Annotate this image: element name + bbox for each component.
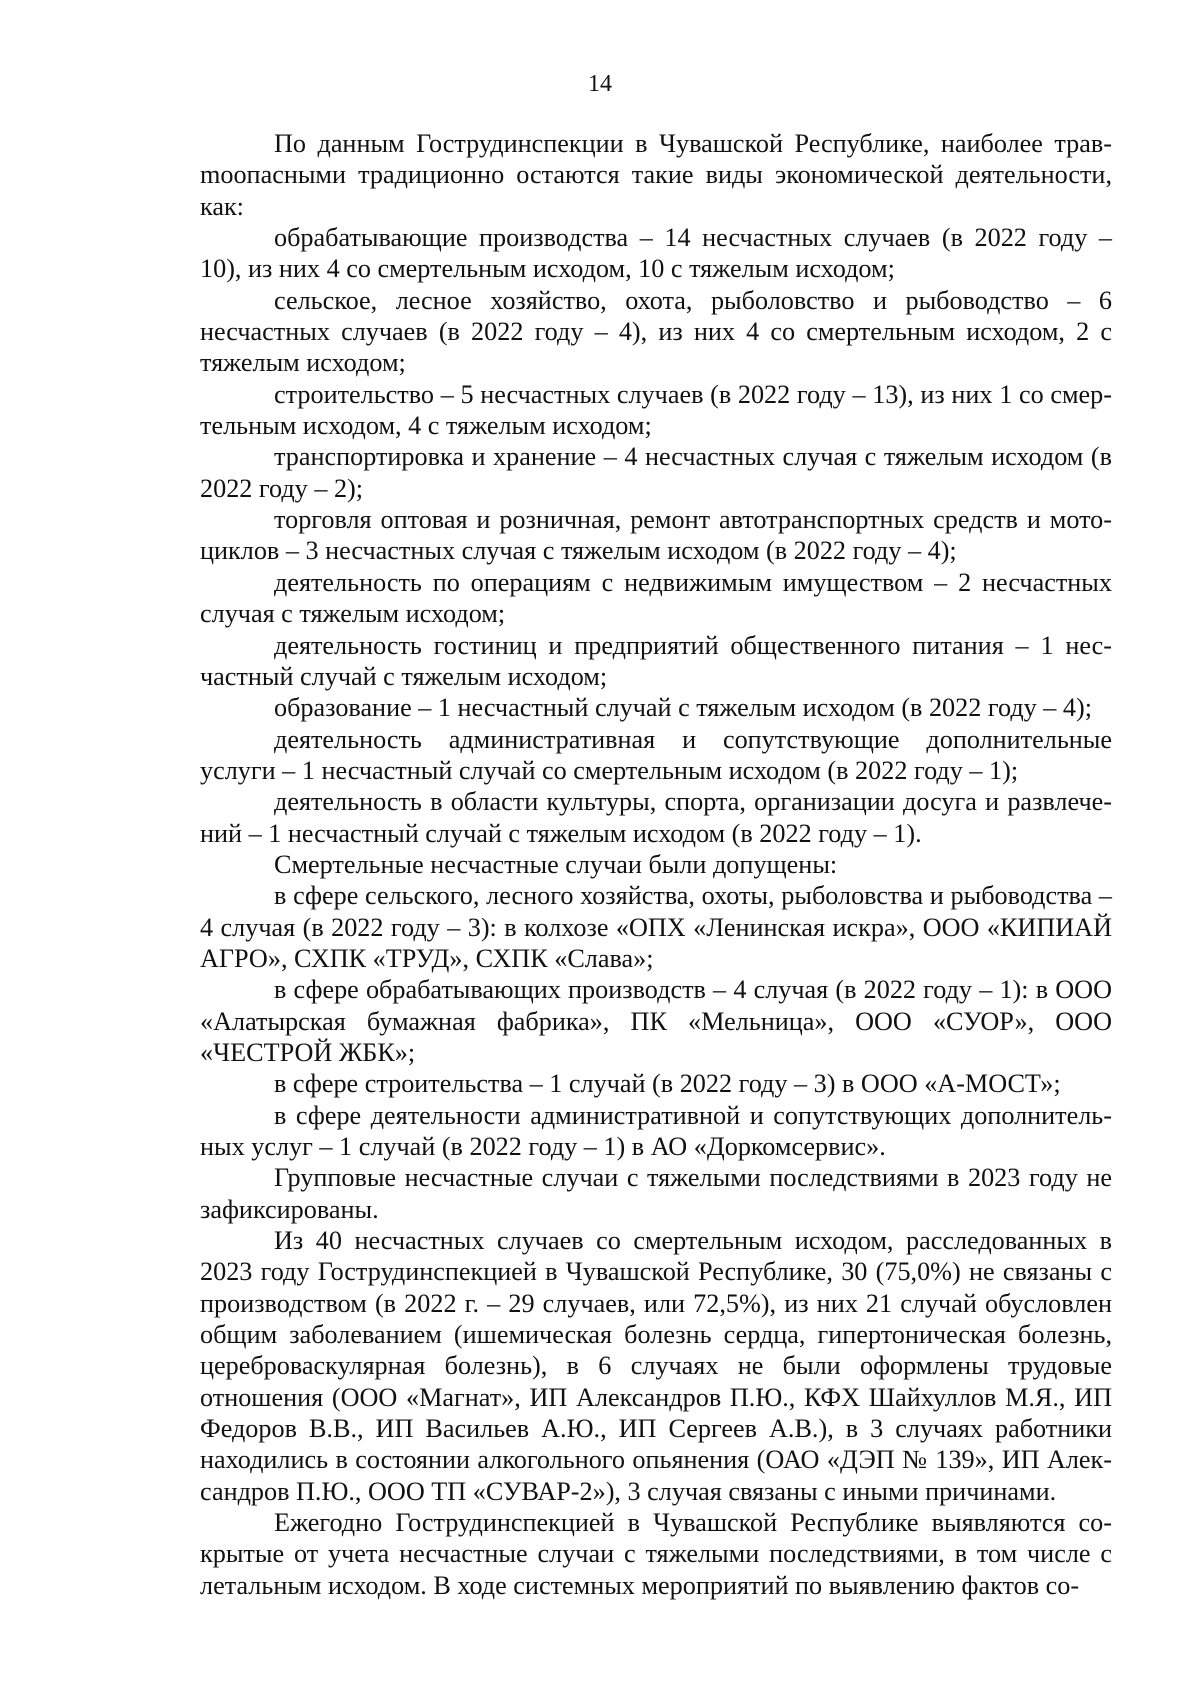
paragraph-agriculture: сельское, лесное хозяйство, охота, рыболовство и рыбоводство – 6 несчастных случаев (в 2022 году – 4), из них 4 со смертельным исходом, 2 с тяжелым исходом; <box>200 285 1112 378</box>
paragraph-non-production: Из 40 несчастных случаев со смертельным исходом, расследованных в 2023 году Гострудинспекцией в Чувашской Республике, 30 (75,0%) не связаны с производством (в 2022 г. – 29 случаев, или 72,5%), из них 21 случай обусловлен общим заболеванием (ишемическая болезнь сердца, гипертоническая болезнь, цереброваскулярная болезнь), в 6 случаях не были оформлены трудовые отношения (ООО «Магнат», ИП Александров П.Ю., КФХ Шайхуллов М.Я., ИП Федоров В.В., ИП Васильев А.Ю., ИП Сергеев А.В.), в 3 случаях работники находились в состоянии алкогольного опьянения (ОАО «ДЭП № 139», ИП Александров П.Ю., ООО ТП «СУВАР-2»), 3 случая связаны с иными причинами. <box>200 1226 1112 1506</box>
paragraph-education: образование – 1 несчастный случай с тяжелым исходом (в 2022 году – 4); <box>274 693 1093 723</box>
paragraph-fatal-agriculture: в сфере сельского, лесного хозяйства, охоты, рыболовства и рыбоводства – 4 случая (в 2022 году – 3): в колхозе «ОПХ «Ленинская искра», ООО «КИПИАЙ АГРО», СХПК «ТРУД», СХПК «Слава»; <box>200 881 1112 973</box>
paragraph-trade: торговля оптовая и розничная, ремонт автотранспортных средств и мотоциклов – 3 несчастных случая с тяжелым исходом (в 2022 году – 4); <box>200 505 1112 566</box>
paragraph-group-accidents: Групповые несчастные случаи с тяжелыми последствиями в 2023 году не зафиксированы. <box>200 1163 1112 1224</box>
paragraph-transport: транспортировка и хранение – 4 несчастных случая с тяжелым исходом (в 2022 году – 2); <box>200 442 1112 503</box>
paragraph-intro: По данным Гострудинспекции в Чувашской Республике, наиболее травmoопасными традиционно остаются такие виды экономической деятельности, как: <box>200 129 1112 221</box>
paragraph-hidden-accidents: Ежегодно Гострудинспекцией в Чувашской Республике выявляются сокрытые от учета несчастные случаи с тяжелыми последствиями, в том числе с летальным исходом. В ходе системных мероприятий по выявлению фактов со- <box>200 1508 1112 1600</box>
paragraph-administrative: деятельность административная и сопутствующие дополнительные услуги – 1 несчастный случай со смертельным исходом (в 2022 году – 1); <box>200 724 1112 785</box>
paragraph-construction: строительство – 5 несчастных случаев (в 2022 году – 13), из них 1 со смертельным исходом, 4 с тяжелым исходом; <box>200 379 1112 441</box>
paragraph-culture: деятельность в области культуры, спорта, организации досуга и развлечений – 1 несчастный случай с тяжелым исходом (в 2022 году – 1). <box>200 787 1112 848</box>
paragraph-fatal-manufacturing: в сфере обрабатывающих производств – 4 случая (в 2022 году – 1): в ООО «Алатырская бумажная фабрика», ПК «Мельница», ООО «СУОР», ООО «ЧЕСТРОЙ ЖБК»; <box>200 975 1112 1067</box>
paragraph-manufacturing: обрабатывающие производства – 14 несчастных случаев (в 2022 году – 10), из них 4 со смертельным исходом, 10 с тяжелым исходом; <box>200 223 1112 284</box>
paragraph-fatal-heading: Смертельные несчастные случаи были допущены: <box>274 849 838 879</box>
paragraph-hotels: деятельность гостиниц и предприятий общественного питания – 1 несчастный случай с тяжелым исходом; <box>200 630 1112 691</box>
paragraph-fatal-administrative: в сфере деятельности административной и сопутствующих дополнительных услуг – 1 случай (в 2022 году – 1) в АО «Доркомсервис». <box>200 1100 1112 1161</box>
document-body <box>200 128 1112 1601</box>
paragraph-fatal-construction: в сфере строительства – 1 случай (в 2022 году – 3) в ООО «А-МОСТ»; <box>274 1069 1061 1099</box>
page-number: 14 <box>588 71 612 97</box>
paragraph-real-estate: деятельность по операциям с недвижимым имуществом – 2 несчастных случая с тяжелым исходом; <box>200 567 1112 629</box>
